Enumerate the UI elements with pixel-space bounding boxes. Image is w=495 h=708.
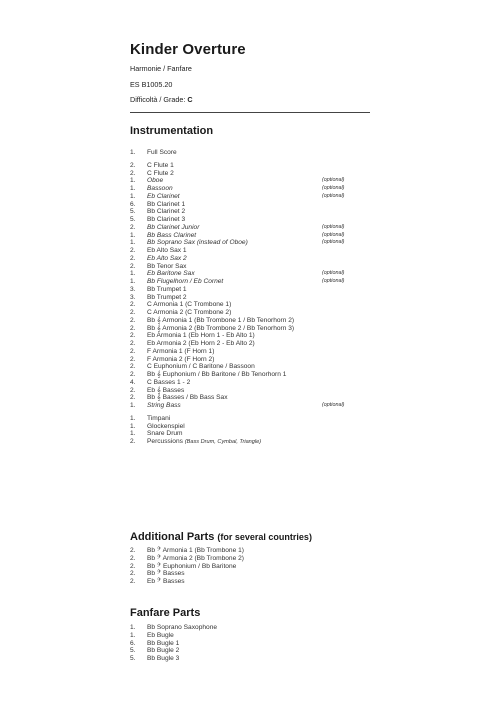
part-count: 2.	[130, 316, 136, 324]
part-row	[130, 348, 370, 356]
part-name-text: Bb 𝄢 Euphonium / Bb Baritone	[147, 562, 237, 570]
part-name-text: Eb Alto Sax 1	[147, 247, 187, 254]
part-count: 1.	[130, 631, 136, 639]
part-name-text: Eb Baritone Sax	[147, 270, 195, 278]
part-name-text: Bb Flugelhorn / Eb Cornet	[147, 278, 224, 285]
part-name-text: C Flute 1	[147, 161, 174, 169]
part-row	[130, 647, 370, 655]
part-row	[130, 208, 370, 216]
part-name-text: C Armonia 1 (C Trombone 1)	[147, 301, 232, 309]
part-count: 1.	[130, 239, 136, 247]
part-name	[147, 640, 179, 648]
part-name-text: Percussions	[147, 438, 183, 445]
catalog-code: ES B1005.20	[130, 80, 173, 89]
part-name	[147, 340, 255, 348]
part-name-text: C Flute 2	[147, 169, 174, 177]
part-name-text: Bb Tenor Sax	[147, 262, 187, 270]
part-count: 1.	[130, 278, 136, 285]
part-name-text: Oboe	[147, 177, 164, 185]
part-name	[147, 193, 180, 201]
part-name	[147, 402, 181, 410]
part-count: 1.	[130, 149, 136, 156]
part-name	[147, 247, 187, 255]
part-name	[147, 655, 179, 663]
optional-tag: (optional)	[322, 231, 345, 238]
part-row	[130, 278, 370, 286]
part-count: 1.	[130, 430, 136, 438]
part-row	[130, 170, 370, 178]
part-name	[147, 270, 195, 278]
part-name-text: String Bass	[147, 402, 181, 409]
part-name	[147, 563, 236, 571]
part-name-text: Eb Clarinet	[147, 192, 180, 200]
part-count: 1.	[130, 231, 136, 239]
fanfare-parts-heading: Fanfare Parts	[130, 607, 201, 619]
part-count: 6.	[130, 639, 136, 647]
part-name	[147, 423, 185, 431]
part-row	[130, 415, 370, 423]
part-count: 2.	[130, 324, 136, 332]
part-count: 2.	[130, 394, 136, 402]
part-count: 1.	[130, 624, 136, 631]
part-name	[147, 301, 231, 309]
part-row	[130, 224, 370, 232]
part-name-text: Bb 𝄞 Euphonium / Bb Baritone / Bb Tenorhorn 1	[147, 371, 287, 378]
part-name-text: Bb Clarinet 3	[147, 216, 186, 223]
part-name	[147, 430, 183, 438]
part-count: 2.	[130, 371, 136, 378]
part-count: 1.	[130, 270, 136, 278]
part-row	[130, 379, 370, 387]
part-row	[130, 555, 370, 563]
part-name-text: Bb 𝄢 Armonia 2 (Bb Trombone 2)	[147, 554, 244, 562]
part-row	[130, 563, 370, 571]
part-name	[147, 356, 214, 364]
part-row	[130, 325, 370, 333]
part-name-text: Timpani	[147, 414, 171, 422]
part-name-text: Bb Soprano Saxophone	[147, 624, 218, 631]
part-name-text: Bb 𝄢 Armonia 1 (Bb Trombone 1)	[147, 547, 244, 554]
part-name	[147, 348, 214, 356]
header-divider	[130, 112, 370, 113]
part-count: 2.	[130, 570, 136, 578]
part-name	[147, 438, 261, 447]
part-name	[147, 317, 294, 325]
part-count: 4.	[130, 378, 136, 386]
part-name-text: Eb 𝄞 Basses	[147, 386, 185, 394]
part-row	[130, 185, 370, 193]
difficulty-line	[130, 95, 193, 104]
part-row	[130, 162, 370, 170]
part-name-text: Eb Armonia 1 (Eb Horn 1 - Eb Alto 1)	[147, 332, 255, 340]
part-name	[147, 239, 248, 247]
part-row	[130, 340, 370, 348]
part-count: 2.	[130, 301, 136, 309]
part-row	[130, 317, 370, 325]
part-name-text: Bb 𝄢 Basses	[147, 570, 185, 578]
part-count: 5.	[130, 647, 136, 655]
additional-parts-heading	[130, 531, 312, 543]
part-name	[147, 379, 190, 387]
part-count: 2.	[130, 547, 136, 554]
part-name	[147, 149, 177, 157]
part-row	[130, 270, 370, 278]
part-name-text: F Armonia 1 (F Horn 1)	[147, 347, 215, 355]
part-row	[130, 294, 370, 302]
part-count: 2.	[130, 332, 136, 340]
part-name-text: C Euphonium / C Baritone / Bassoon	[147, 363, 255, 371]
optional-tag: (optional)	[322, 223, 345, 230]
part-count: 3.	[130, 293, 136, 301]
part-name-text: Bb Clarinet 2	[147, 208, 186, 216]
part-count: 1.	[130, 185, 136, 192]
part-name-text: Bb Soprano Sax (instead of Oboe)	[147, 239, 248, 247]
part-name-text: Bb Bugle 2	[147, 647, 180, 655]
part-row	[130, 301, 370, 309]
part-name-text: Bb Clarinet 1	[147, 200, 186, 208]
part-name-text: Bassoon	[147, 185, 173, 192]
optional-tag: (optional)	[322, 185, 345, 191]
part-row	[130, 624, 370, 632]
optional-tag: (optional)	[322, 239, 345, 246]
part-name	[147, 255, 187, 263]
part-row	[130, 402, 370, 410]
optional-tag: (optional)	[322, 278, 345, 284]
part-row	[130, 655, 370, 663]
part-row	[130, 640, 370, 648]
part-name	[147, 232, 196, 240]
part-count: 1.	[130, 422, 136, 430]
part-count: 6.	[130, 200, 136, 208]
part-row	[130, 232, 370, 240]
part-count: 2.	[130, 262, 136, 270]
part-row	[130, 149, 370, 157]
part-row	[130, 371, 370, 379]
part-row	[130, 438, 370, 446]
part-name	[147, 224, 199, 232]
additional-parts-title: Additional Parts	[130, 531, 215, 543]
part-count: 2.	[130, 161, 136, 169]
part-count: 1.	[130, 177, 136, 185]
optional-tag: (optional)	[322, 402, 345, 408]
part-count: 2.	[130, 355, 136, 363]
part-count: 2.	[130, 254, 136, 262]
part-count: 3.	[130, 285, 136, 293]
part-name	[147, 278, 223, 286]
part-name	[147, 624, 217, 632]
part-name	[147, 263, 186, 271]
part-count: 2.	[130, 309, 136, 316]
part-count: 5.	[130, 655, 136, 662]
part-count: 2.	[130, 169, 136, 177]
part-count: 1.	[130, 192, 136, 200]
part-name-text: Bb 𝄞 Armonia 2 (Bb Trombone 2 / Bb Tenorhorn 3)	[147, 324, 295, 332]
part-row	[130, 286, 370, 294]
part-name	[147, 162, 174, 170]
part-count: 1.	[130, 414, 136, 422]
part-name-text: Full Score	[147, 149, 177, 156]
part-name-text: Bb Bugle 1	[147, 639, 180, 647]
part-name-text: F Armonia 2 (F Horn 2)	[147, 355, 215, 363]
part-name	[147, 286, 187, 294]
optional-tag: (optional)	[322, 192, 345, 199]
part-name-text: Bb Bugle 3	[147, 655, 180, 662]
part-count: 1.	[130, 402, 136, 409]
part-name	[147, 294, 187, 302]
part-name	[147, 325, 294, 333]
part-name	[147, 547, 244, 555]
part-name-text: C Armonia 2 (C Trombone 2)	[147, 309, 232, 316]
optional-tag: (optional)	[322, 270, 345, 277]
part-count: 2.	[130, 562, 136, 570]
part-count: 2.	[130, 347, 136, 355]
part-count: 2.	[130, 340, 136, 347]
part-row	[130, 430, 370, 438]
fanfare-parts-list	[130, 624, 370, 663]
part-count: 2.	[130, 386, 136, 394]
part-row	[130, 632, 370, 640]
part-name-text: Bb Bass Clarinet	[147, 231, 197, 239]
part-name	[147, 578, 185, 586]
part-count: 2.	[130, 438, 136, 445]
part-row	[130, 193, 370, 201]
additional-parts-list	[130, 547, 370, 586]
part-name-text: Eb 𝄢 Basses	[147, 578, 185, 585]
part-row	[130, 332, 370, 340]
part-name	[147, 201, 185, 209]
part-row	[130, 394, 370, 402]
part-name-text: Eb Armonia 2 (Eb Horn 2 - Eb Alto 2)	[147, 340, 255, 347]
part-row	[130, 570, 370, 578]
part-count: 2.	[130, 247, 136, 254]
part-name	[147, 363, 255, 371]
part-name-text: Eb Bugle	[147, 631, 174, 639]
part-count: 5.	[130, 208, 136, 216]
piece-title: Kinder Overture	[130, 41, 246, 58]
instrumentation-heading: Instrumentation	[130, 125, 214, 137]
part-name-text: Glockenspiel	[147, 422, 185, 430]
part-name-text: Bb Trumpet 2	[147, 293, 187, 301]
part-name-text: Eb Alto Sax 2	[147, 254, 187, 262]
part-name-text: Bb Clarinet Junior	[147, 223, 200, 231]
part-count: 2.	[130, 578, 136, 585]
part-name	[147, 415, 170, 423]
part-name-text: Snare Drum	[147, 430, 183, 438]
part-count: 2.	[130, 554, 136, 562]
additional-parts-note: (for several countries)	[217, 532, 312, 542]
part-row	[130, 356, 370, 364]
part-name-text: Bb 𝄞 Armonia 1 (Bb Trombone 1 / Bb Tenorhorn 2)	[147, 316, 295, 324]
part-row	[130, 547, 370, 555]
grade-label: Difficoltà / Grade:	[130, 95, 186, 104]
part-row	[130, 239, 370, 247]
part-name	[147, 647, 179, 655]
part-name	[147, 170, 174, 178]
part-name	[147, 185, 173, 193]
part-count: 5.	[130, 216, 136, 223]
grade-value: C	[187, 95, 193, 104]
optional-tag: (optional)	[322, 177, 345, 184]
ensemble-type: Harmonie / Fanfare	[130, 64, 192, 73]
part-row	[130, 423, 370, 431]
part-row	[130, 578, 370, 586]
part-name	[147, 309, 231, 317]
part-note: (Bass Drum, Cymbal, Triangle)	[184, 439, 262, 445]
part-row	[130, 309, 370, 317]
part-row	[130, 263, 370, 271]
part-row	[130, 247, 370, 255]
part-name	[147, 177, 163, 185]
part-name	[147, 555, 244, 563]
part-name-text: Bb Trumpet 1	[147, 285, 187, 293]
part-name	[147, 632, 174, 640]
part-count: 2.	[130, 223, 136, 231]
part-row	[130, 201, 370, 209]
part-name	[147, 216, 185, 224]
part-count: 2.	[130, 363, 136, 371]
part-row	[130, 363, 370, 371]
part-name	[147, 371, 286, 379]
part-row	[130, 177, 370, 185]
part-name	[147, 208, 185, 216]
part-name-text: C Basses 1 - 2	[147, 378, 191, 386]
instrumentation-list	[130, 149, 370, 446]
part-name	[147, 332, 255, 340]
part-name	[147, 394, 228, 402]
part-row	[130, 255, 370, 263]
part-name	[147, 570, 185, 578]
part-name-text: Bb 𝄞 Basses / Bb Bass Sax	[147, 394, 228, 402]
part-row	[130, 216, 370, 224]
